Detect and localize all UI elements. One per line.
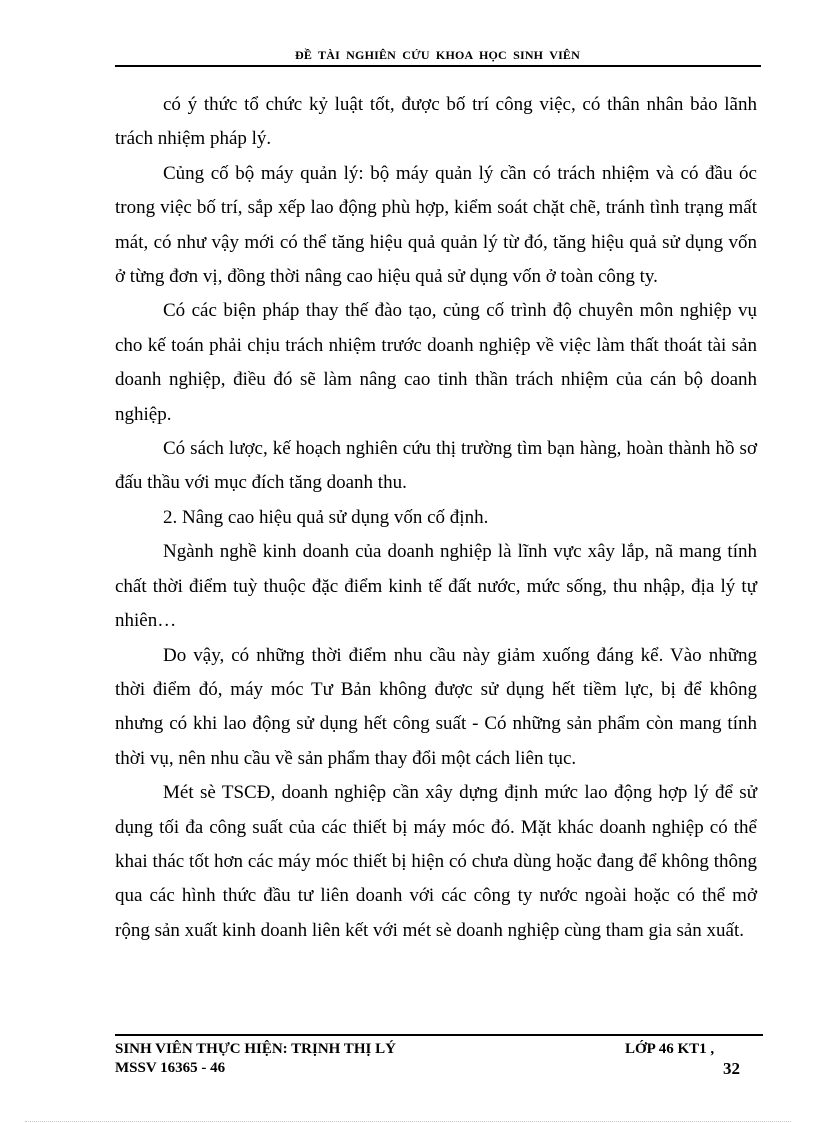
paragraph-2: Củng cố bộ máy quản lý: bộ máy quản lý cần có trách nhiệm và có đầu óc trong việc bố trí, sắp xếp lao động phù hợp, kiểm soát chặt chẽ, tránh tình trạng mất mát, có như vậy mới có thể tăng hiệu quả quản lý từ đó, tăng hiệu quả sử dụng vốn ở từng đơn vị, đồng thời nâng cao hiệu quả sử dụng vốn ở toàn công ty. bbox=[115, 162, 757, 288]
paragraph-7: Mét sè TSCĐ, doanh nghiệp cần xây dựng định mức lao động hợp lý để sử dụng tối đa công suất của các thiết bị máy móc đó. Mặt khác doanh nghiệp có thể khai thác tốt hơn các máy móc thiết bị hiện có chưa dùng hoặc đang để không thông qua các hình thức đầu tư liên doanh với các công ty nước ngoài hoặc có thể mở rộng sản xuất kinh doanh liên kết với mét sè doanh nghiệp cùng tham gia sản xuất. bbox=[115, 782, 757, 941]
paragraph-6: Do vậy, có những thời điểm nhu cầu này giảm xuống đáng kể. Vào những thời điểm đó, máy móc Tư Bản không được sử dụng hết tiềm lực, bị để không nhưng có khi lao động sử dụng hết công suất - Có những sản phẩm còn mang tính thời vụ, nên nhu cầu về sản phẩm thay đổi một cách liên tục. bbox=[115, 644, 757, 769]
footer-mssv: MSSV 16365 - 46 bbox=[115, 1060, 226, 1076]
footer-student-info bbox=[115, 1040, 396, 1078]
paragraph-1: có ý thức tổ chức kỷ luật tốt, được bố trí công việc, có thân nhân bảo lãnh trách nhiệm pháp lý. bbox=[115, 94, 757, 150]
paragraph-4: Có sách lược, kế hoạch nghiên cứu thị trường tìm bạn hàng, hoàn thành hồ sơ đấu thầu với mục đích tăng doanh thu. bbox=[115, 438, 757, 494]
footer-divider bbox=[115, 1034, 763, 1036]
header-divider bbox=[115, 65, 761, 67]
section-heading: 2. Nâng cao hiệu quả sử dụng vốn cố định. bbox=[163, 506, 489, 528]
footer-student-name: SINH VIÊN THỰC HIỆN: TRỊNH THỊ LÝ bbox=[115, 1041, 396, 1057]
body-text bbox=[115, 88, 757, 948]
paragraph-5: Ngành nghề kinh doanh của doanh nghiệp là lĩnh vực xây lắp, nã mang tính chất thời điểm tuỳ thuộc đặc điểm kinh tế đất nước, mức sống, thu nhập, địa lý tự nhiên… bbox=[115, 541, 757, 632]
page-bottom-edge bbox=[25, 1121, 791, 1122]
footer-class-info bbox=[625, 1040, 740, 1078]
paragraph-3: Có các biện pháp thay thế đào tạo, củng cố trình độ chuyên môn nghiệp vụ cho kế toán phải chịu trách nhiệm trước doanh nghiệp về việc làm thất thoát tài sản doanh nghiệp, điều đó sẽ làm nâng cao tinh thần trách nhiệm của cán bộ doanh nghiệp. bbox=[115, 300, 757, 425]
page-header-title: ĐỀ TÀI NGHIÊN CỨU KHOA HỌC SINH VIÊN bbox=[294, 48, 581, 62]
footer-class: LỚP 46 KT1 , bbox=[625, 1041, 715, 1057]
page-number: 32 bbox=[723, 1059, 740, 1078]
